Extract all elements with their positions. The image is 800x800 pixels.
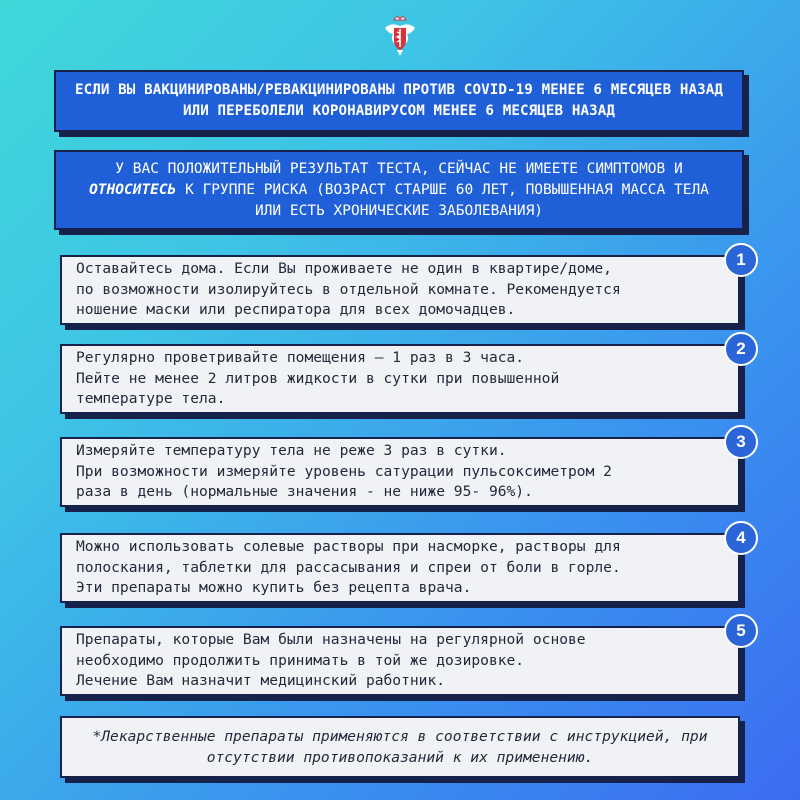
- step-number-badge: 5: [724, 614, 758, 648]
- step-text: Препараты, которые Вам были назначены на регулярной основе необходимо продолжить принимать в той же дозировке. Лечение Вам назначит медицинский работник.: [76, 631, 586, 690]
- step-number-badge: 1: [724, 243, 758, 277]
- step-number-badge: 3: [724, 425, 758, 459]
- ministry-emblem-icon: [383, 14, 417, 58]
- footnote-text: *Лекарственные препараты применяются в соответствии с инструкцией, при отсутствии противопоказаний к их применению.: [92, 728, 708, 766]
- step-card-1: [60, 249, 746, 325]
- header-banner: [54, 70, 744, 132]
- step-number-badge: 4: [724, 521, 758, 555]
- header-text: ЕСЛИ ВЫ ВАКЦИНИРОВАНЫ/РЕВАКЦИНИРОВАНЫ ПРОТИВ COVID-19 МЕНЕЕ 6 МЕСЯЦЕВ НАЗАД ИЛИ ПЕРЕБОЛЕЛИ КОРОНАВИРУСОМ МЕНЕЕ 6 МЕСЯЦЕВ НАЗАД: [74, 82, 724, 119]
- step-number-badge: 2: [724, 332, 758, 366]
- condition-banner: [54, 150, 744, 230]
- step-card-5: [60, 620, 746, 696]
- step-text: Измеряйте температуру тела не реже 3 раз в сутки. При возможности измеряйте уровень сатурации пульсоксиметром 2 раза в день (нормальные значения - не ниже 95- 96%).: [76, 442, 612, 501]
- step-card-2: [60, 338, 746, 414]
- step-card-4: [60, 527, 746, 603]
- condition-emphasis: ОТНОСИТЕСЬ: [89, 181, 177, 198]
- condition-text: У ВАС ПОЛОЖИТЕЛЬНЫЙ РЕЗУЛЬТАТ ТЕСТА, СЕЙЧАС НЕ ИМЕЕТЕ СИМПТОМОВ И ОТНОСИТЕСЬ К ГРУППЕ РИСКА (ВОЗРАСТ СТАРШЕ 60 ЛЕТ, ПОВЫШЕННАЯ МАССА ТЕЛА ИЛИ ЕСТЬ ХРОНИЧЕСКИЕ ЗАБОЛЕВАНИЯ): [89, 160, 709, 219]
- step-card-3: [60, 431, 746, 507]
- step-text: Оставайтесь дома. Если Вы проживаете не один в квартире/доме, по возможности изолируйтесь в отдельной комнате. Рекомендуется ношение маски или респиратора для всех домочадцев.: [76, 260, 621, 319]
- step-text: Регулярно проветривайте помещения — 1 раз в 3 часа. Пейте не менее 2 литров жидкости в сутки при повышенной температуре тела.: [76, 349, 560, 408]
- step-text: Можно использовать солевые растворы при насморке, растворы для полоскания, таблетки для рассасывания и спреи от боли в горле. Эти препараты можно купить без рецепта врача.: [76, 538, 621, 597]
- footnote-box: [60, 716, 740, 778]
